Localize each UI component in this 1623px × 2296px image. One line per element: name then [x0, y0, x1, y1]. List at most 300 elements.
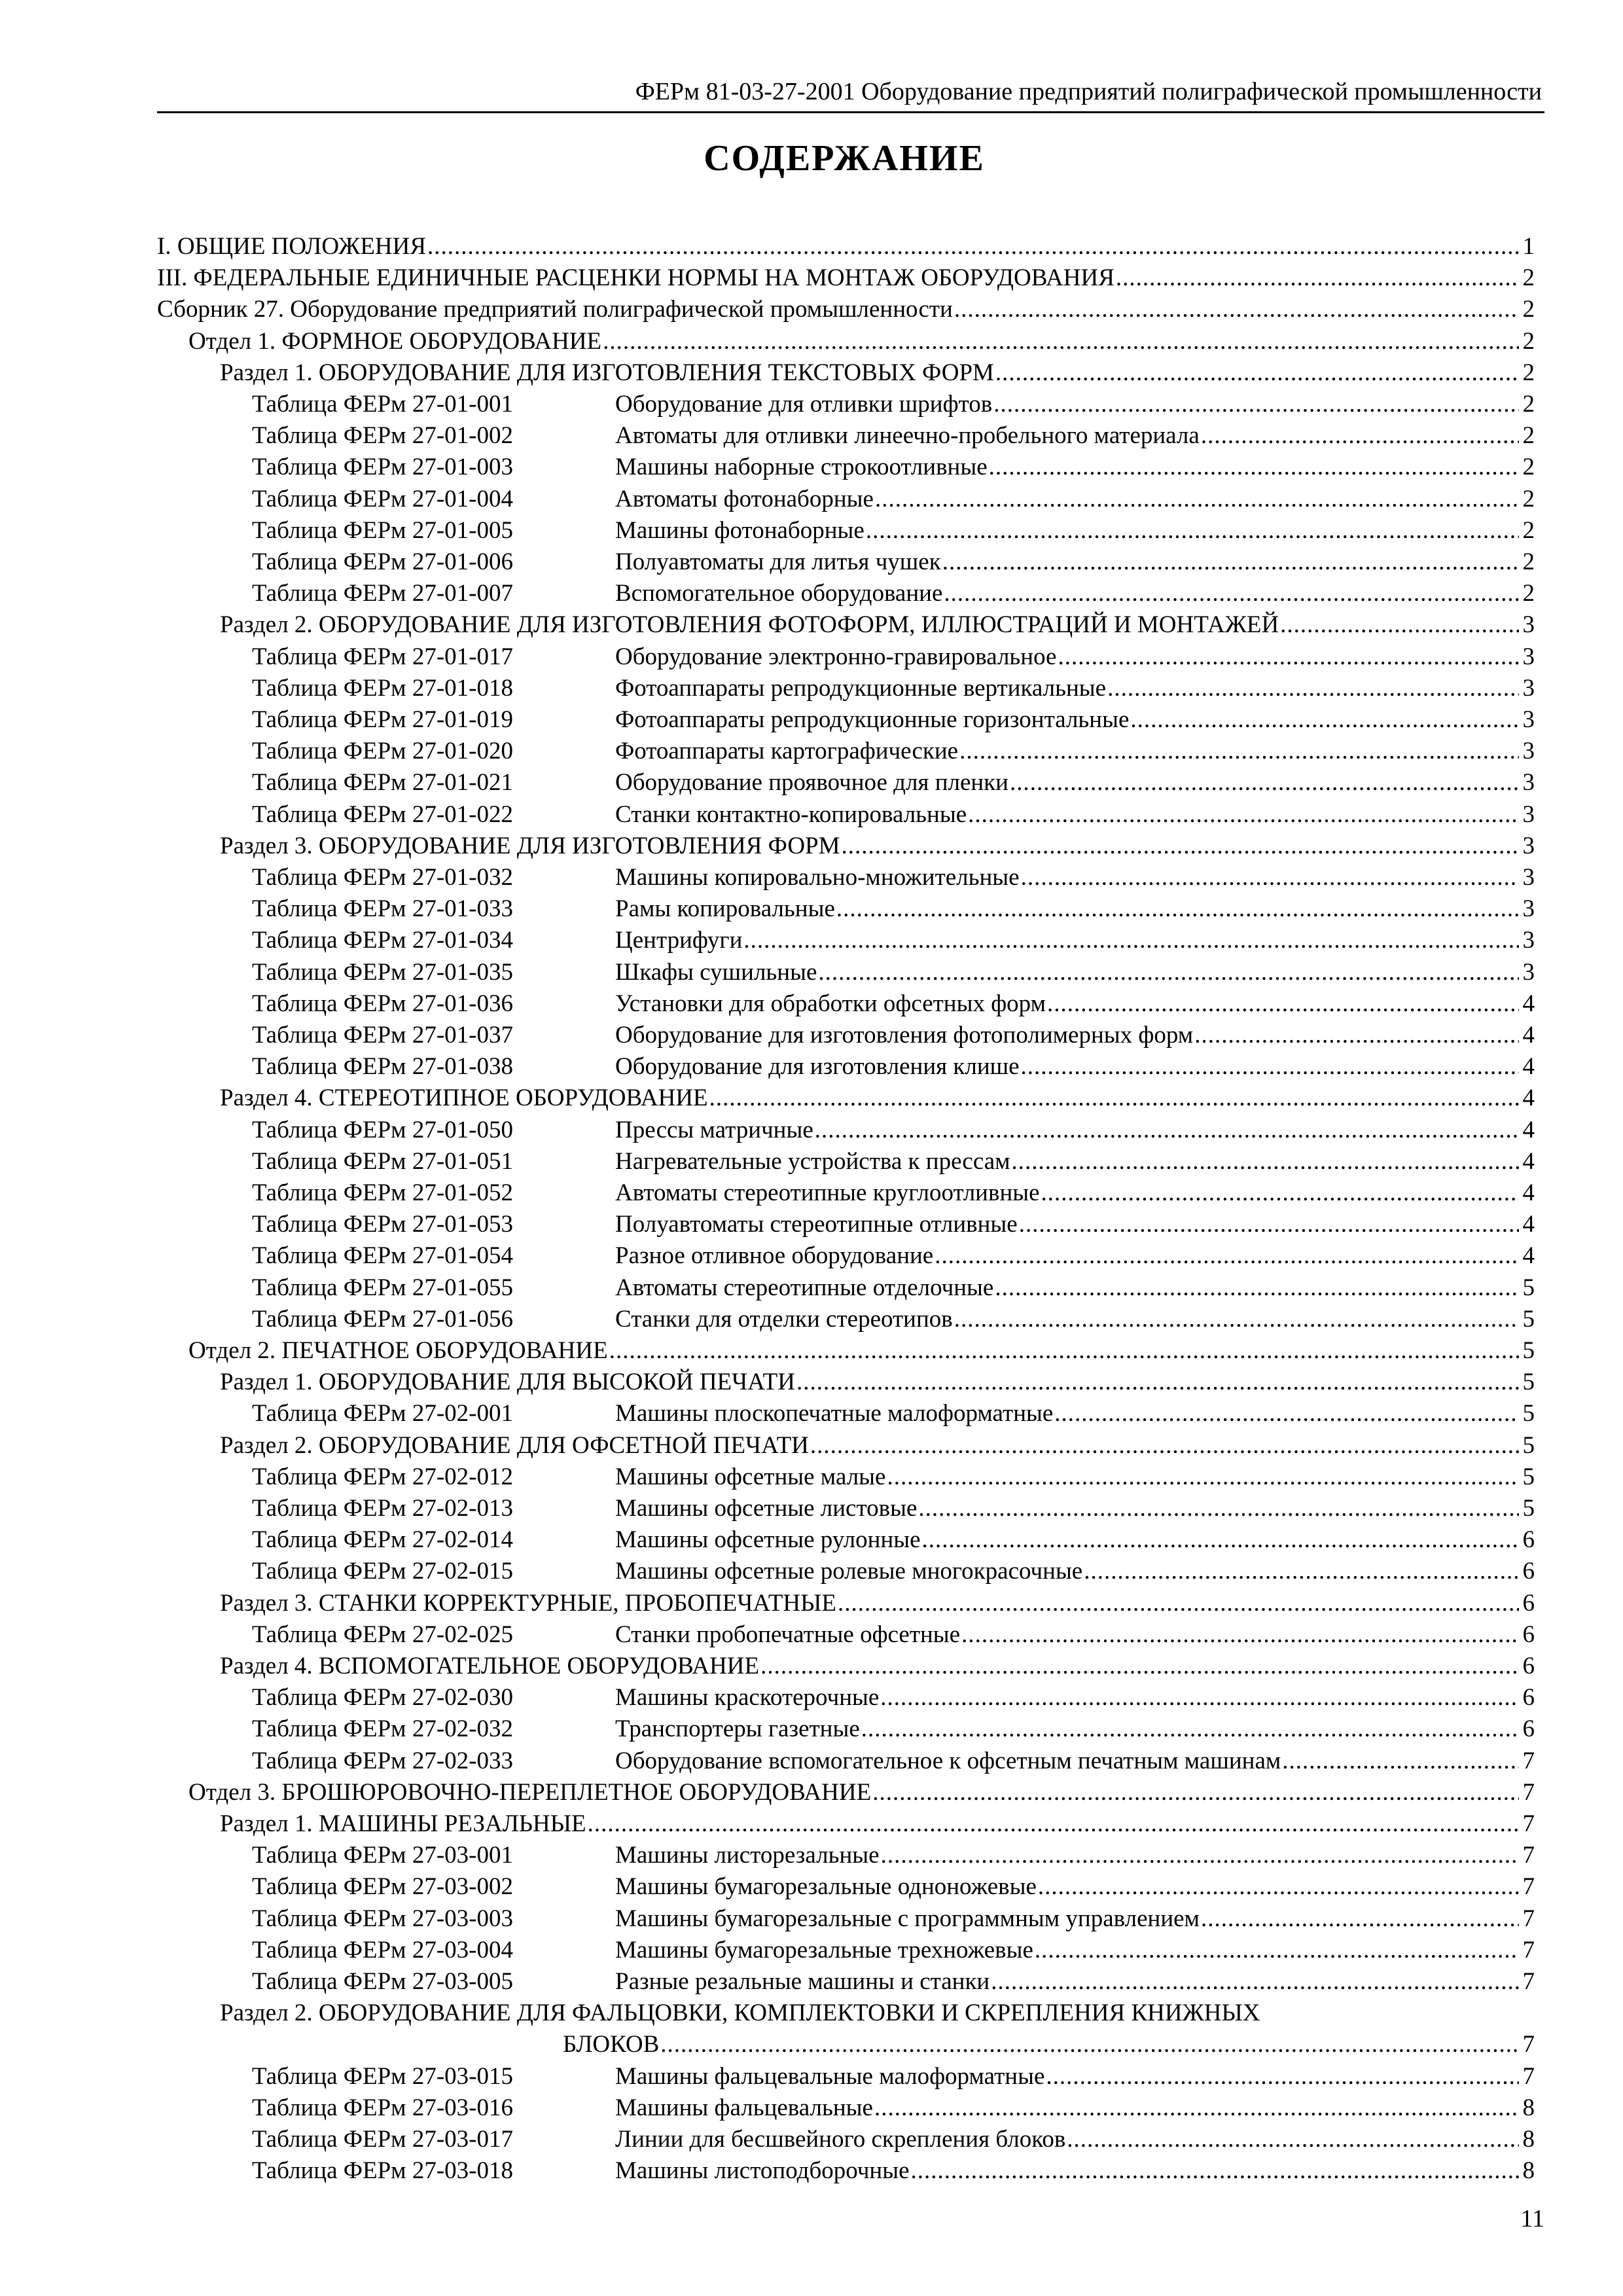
- toc-entry-text: Машины копировально-множительные: [615, 864, 1020, 891]
- toc-table-code: Таблица ФЕРм 27-01-038: [252, 1053, 513, 1081]
- toc-entry: [252, 1620, 1535, 1650]
- toc-entry-text: Фотоаппараты картографические: [615, 738, 959, 765]
- toc-table-code: Таблица ФЕРм 27-02-025: [252, 1621, 513, 1648]
- dot-leader: [875, 484, 1519, 514]
- toc-page-number: 6: [1522, 1526, 1535, 1554]
- toc-entry-text: Машины листоподборочные: [615, 2157, 910, 2185]
- dot-leader: [911, 2156, 1519, 2186]
- toc-entry-text: Оборудование для изготовления клише: [615, 1053, 1020, 1081]
- dot-leader: [1084, 1556, 1519, 1587]
- toc-table-code: Таблица ФЕРм 27-01-019: [252, 706, 513, 733]
- dot-leader: [995, 358, 1519, 388]
- toc-row: [0, 484, 1623, 514]
- dot-leader: [1130, 705, 1519, 735]
- toc-table-code: Таблица ФЕРм 27-01-035: [252, 958, 513, 986]
- toc-page-number: 6: [1522, 1653, 1535, 1679]
- toc-entry: [252, 1020, 1535, 1050]
- dot-leader: [743, 925, 1519, 956]
- toc-entry: [252, 547, 1535, 577]
- toc-entry-text: Машины бумагорезальные с программным управлением: [615, 1905, 1200, 1932]
- toc-row: [0, 1178, 1623, 1208]
- toc-page-number: 2: [1522, 548, 1535, 575]
- dot-leader: [942, 547, 1519, 577]
- dot-leader: [836, 894, 1519, 924]
- toc-entry-text: Раздел 2. ОБОРУДОВАНИЕ ДЛЯ ФАЛЬЦОВКИ, КОМПЛЕКТОВКИ И СКРЕПЛЕНИЯ КНИЖНЫХ: [220, 2000, 1260, 2027]
- toc-entry: [220, 1588, 1535, 1619]
- toc-table-code: Таблица ФЕРм 27-03-001: [252, 1842, 513, 1869]
- toc-entry-text: Автоматы стереотипные отделочные: [615, 1274, 994, 1301]
- dot-leader: [1038, 1872, 1519, 1902]
- dot-leader: [1021, 1052, 1519, 1082]
- toc-entry: [252, 1556, 1535, 1587]
- toc-entry-text: Машины бумагорезальные одноножевые: [615, 1873, 1037, 1901]
- toc-entry-text: Разные резальные машины и станки: [615, 1968, 990, 1995]
- toc-entry: [252, 925, 1535, 956]
- toc-row: [0, 1052, 1623, 1082]
- toc-entry-text: Раздел 1. ОБОРУДОВАНИЕ ДЛЯ ИЗГОТОВЛЕНИЯ ТЕКСТОВЫХ ФОРМ: [220, 359, 994, 386]
- toc-row: [0, 1336, 1623, 1366]
- toc-row: [0, 2125, 1623, 2155]
- dot-leader: [810, 1431, 1519, 1461]
- toc-table-code: Таблица ФЕРм 27-01-001: [252, 391, 513, 418]
- toc-page-number: 3: [1522, 674, 1535, 702]
- toc-entry: [220, 1367, 1535, 1397]
- dot-leader: [1041, 1178, 1519, 1208]
- toc-entry: [252, 894, 1535, 924]
- toc-entry-text: Раздел 2. ОБОРУДОВАНИЕ ДЛЯ ИЗГОТОВЛЕНИЯ ФОТОФОРМ, ИЛЛЮСТРАЦИЙ И МОНТАЖЕЙ: [220, 611, 1279, 639]
- toc-page-number: 3: [1522, 895, 1535, 923]
- dot-leader: [1201, 1904, 1519, 1934]
- toc-page-number: 2: [1522, 296, 1535, 323]
- toc-entry: [252, 1840, 1535, 1871]
- toc-entry: [252, 1462, 1535, 1492]
- dot-leader: [603, 327, 1519, 357]
- toc-entry-text: Отдел 1. ФОРМНОЕ ОБОРУДОВАНИЕ: [188, 327, 602, 355]
- toc-entry-text: Раздел 2. ОБОРУДОВАНИЕ ДЛЯ ОФСЕТНОЙ ПЕЧАТИ: [220, 1431, 809, 1459]
- toc-page-number: 7: [1522, 1778, 1535, 1806]
- toc-page-number: 3: [1522, 611, 1535, 639]
- toc-row: [0, 295, 1623, 325]
- toc-entry-text: Машины фальцевальные малоформатные: [615, 2062, 1045, 2090]
- toc-table-code: Таблица ФЕРм 27-01-053: [252, 1211, 513, 1238]
- dot-leader: [1282, 1746, 1519, 1776]
- toc-entry-text: Машины бумагорезальные трехножевые: [615, 1936, 1033, 1964]
- toc-row: [0, 1904, 1623, 1934]
- toc-page-number: 7: [1522, 2062, 1535, 2090]
- dot-leader: [1280, 610, 1519, 640]
- toc-row: [0, 1620, 1623, 1650]
- dot-leader: [1047, 989, 1519, 1019]
- toc-entry: [252, 1967, 1535, 1997]
- toc-table-code: Таблица ФЕРм 27-02-001: [252, 1400, 513, 1427]
- toc-row: [0, 1367, 1623, 1397]
- dot-leader: [1067, 2125, 1519, 2155]
- toc-page-number: 7: [1522, 1747, 1535, 1774]
- toc-row: [0, 2093, 1623, 2123]
- toc-entry: [157, 295, 1535, 325]
- toc-entry-text: Линии для бесшвейного скрепления блоков: [615, 2126, 1066, 2153]
- toc-row: [0, 1778, 1623, 1808]
- toc-entry-text: Установки для обработки офсетных форм: [615, 990, 1046, 1017]
- toc-entry-text: Фотоаппараты репродукционные вертикальные: [615, 674, 1107, 702]
- toc-entry: [252, 389, 1535, 420]
- dot-leader: [818, 958, 1519, 988]
- toc-entry-text: Машины офсетные малые: [615, 1463, 886, 1490]
- toc-table-code: Таблица ФЕРм 27-01-002: [252, 422, 513, 450]
- toc-page-number: 3: [1522, 958, 1535, 986]
- toc-page-number: 3: [1522, 643, 1535, 670]
- toc-table-code: Таблица ФЕРм 27-01-017: [252, 643, 513, 670]
- page-title: СОДЕРЖАНИЕ: [704, 138, 985, 179]
- toc-entry: [252, 1714, 1535, 1744]
- toc-page-number: 2: [1522, 485, 1535, 512]
- toc-entry: [252, 2125, 1535, 2155]
- toc-entry-text: Машины офсетные ролевые многокрасочные: [615, 1558, 1083, 1585]
- toc-page-number: 4: [1522, 1022, 1535, 1049]
- toc-entry: [252, 673, 1535, 704]
- toc-entry-text: Станки контактно-копировальные: [615, 800, 967, 828]
- toc-row: [0, 989, 1623, 1019]
- toc-table-code: Таблица ФЕРм 27-03-016: [252, 2094, 513, 2121]
- toc-entry: [252, 1241, 1535, 1271]
- toc-page-number: 7: [1522, 1842, 1535, 1869]
- toc-entry-text: Раздел 3. ОБОРУДОВАНИЕ ДЛЯ ИЗГОТОВЛЕНИЯ ФОРМ: [220, 832, 840, 859]
- toc-entry-text: Машины офсетные листовые: [615, 1495, 918, 1522]
- toc-table-code: Таблица ФЕРм 27-01-056: [252, 1305, 513, 1333]
- toc-table-code: Таблица ФЕРм 27-03-017: [252, 2126, 513, 2153]
- toc-entry-continuation: БЛОКОВ: [563, 2031, 660, 2058]
- toc-entry: [252, 1052, 1535, 1082]
- toc-entry: [252, 800, 1535, 830]
- toc-page-number: 5: [1522, 1400, 1535, 1427]
- toc-table-code: Таблица ФЕРм 27-01-052: [252, 1179, 513, 1206]
- toc-table-code: Таблица ФЕРм 27-01-007: [252, 580, 513, 607]
- toc-entry: [252, 2062, 1535, 2092]
- toc-entry: [252, 452, 1535, 482]
- toc-page-number: 7: [1522, 1905, 1535, 1932]
- toc-row: [0, 1840, 1623, 1871]
- toc-entry: [252, 705, 1535, 735]
- dot-leader: [935, 1241, 1519, 1271]
- dot-leader: [609, 1336, 1519, 1366]
- toc-entry-text: Разное отливное оборудование: [615, 1242, 934, 1270]
- toc-page-number: 4: [1522, 1116, 1535, 1143]
- dot-leader: [1058, 642, 1519, 672]
- toc-table-code: Таблица ФЕРм 27-01-054: [252, 1242, 513, 1270]
- toc-row: [0, 1147, 1623, 1177]
- toc-entry-text: Раздел 4. ВСПОМОГАТЕЛЬНОЕ ОБОРУДОВАНИЕ: [220, 1653, 760, 1679]
- toc-table-code: Таблица ФЕРм 27-03-015: [252, 2062, 513, 2090]
- dot-leader: [838, 1588, 1519, 1619]
- toc-row: [0, 1967, 1623, 1997]
- dot-leader: [872, 1778, 1519, 1808]
- toc-entry: [188, 1336, 1535, 1366]
- dot-leader: [887, 1462, 1519, 1492]
- toc-page-number: 6: [1522, 1715, 1535, 1743]
- toc-entry: [252, 1872, 1535, 1902]
- dot-leader: [989, 452, 1519, 482]
- toc-page-number: 2: [1522, 516, 1535, 544]
- toc-entry: [220, 1083, 1535, 1113]
- toc-entry: [252, 1746, 1535, 1776]
- toc-entry-text: Автоматы фотонаборные: [615, 485, 874, 512]
- toc-entry: [252, 768, 1535, 798]
- toc-table-code: Таблица ФЕРм 27-01-004: [252, 485, 513, 512]
- toc-table-code: Таблица ФЕРм 27-01-005: [252, 516, 513, 544]
- toc-page-number: 5: [1522, 1463, 1535, 1490]
- dot-leader: [1019, 1210, 1519, 1240]
- dot-leader: [954, 295, 1519, 325]
- toc-entry: [252, 1525, 1535, 1555]
- toc-entry: [252, 863, 1535, 893]
- toc-row: [0, 1020, 1623, 1050]
- toc-entry-text: Рамы копировальные: [615, 895, 835, 923]
- toc-entry: [220, 831, 1535, 861]
- toc-entry: [563, 2030, 1535, 2060]
- toc-row: [0, 705, 1623, 735]
- toc-row: [0, 1714, 1623, 1744]
- toc-page-number: 3: [1522, 832, 1535, 859]
- toc-row: [0, 1431, 1623, 1461]
- toc-entry-text: Транспортеры газетные: [615, 1715, 860, 1743]
- toc-page-number: 4: [1522, 1147, 1535, 1175]
- toc-row: [0, 2062, 1623, 2092]
- toc-table-code: Таблица ФЕРм 27-01-050: [252, 1116, 513, 1143]
- dot-leader: [1054, 1399, 1519, 1429]
- dot-leader: [1035, 1935, 1519, 1965]
- toc-entry-text: Раздел 4. СТЕРЕОТИПНОЕ ОБОРУДОВАНИЕ: [220, 1085, 708, 1112]
- toc-row: [0, 642, 1623, 672]
- toc-entry-text: Машины фотонаборные: [615, 516, 865, 544]
- toc-entry-text: Оборудование вспомогательное к офсетным печатным машинам: [615, 1747, 1281, 1774]
- dot-leader: [1046, 2062, 1519, 2092]
- toc-row: [0, 452, 1623, 482]
- dot-leader: [866, 516, 1519, 546]
- toc-entry-text: III. ФЕДЕРАЛЬНЫЕ ЕДИНИЧНЫЕ РАСЦЕНКИ НОРМЫ НА МОНТАЖ ОБОРУДОВАНИЯ: [157, 264, 1115, 292]
- dot-leader: [796, 1367, 1519, 1397]
- toc-table-code: Таблица ФЕРм 27-03-005: [252, 1968, 513, 1995]
- dot-leader: [922, 1525, 1519, 1555]
- toc-entry: [252, 1115, 1535, 1145]
- toc-entry-text: Оборудование для изготовления фотополимерных форм: [615, 1022, 1194, 1049]
- toc-entry-text: Вспомогательное оборудование: [615, 580, 943, 607]
- toc-entry-text: Автоматы для отливки линеечно-пробельного материала: [615, 422, 1200, 450]
- toc-table-code: Таблица ФЕРм 27-02-030: [252, 1684, 513, 1712]
- toc-entry-text: Станки пробопечатные офсетные: [615, 1621, 961, 1648]
- dot-leader: [760, 1651, 1519, 1681]
- toc-entry: [252, 989, 1535, 1019]
- toc-page-number: 7: [1522, 1873, 1535, 1901]
- toc-row: [0, 1809, 1623, 1839]
- toc-table-code: Таблица ФЕРм 27-01-051: [252, 1147, 513, 1175]
- dot-leader: [991, 1967, 1519, 1997]
- toc-row: [0, 958, 1623, 988]
- toc-entry: [252, 736, 1535, 766]
- toc-page-number: 2: [1522, 327, 1535, 355]
- toc-entry: [252, 484, 1535, 514]
- toc-row: [0, 2156, 1623, 2186]
- toc-table-code: Таблица ФЕРм 27-01-055: [252, 1274, 513, 1301]
- toc-table-code: Таблица ФЕРм 27-02-015: [252, 1558, 513, 1585]
- toc-page-number: 5: [1522, 1305, 1535, 1333]
- toc-page-number: 5: [1522, 1431, 1535, 1459]
- toc-entry-text: Полуавтоматы для литья чушек: [615, 548, 941, 575]
- toc-row: [0, 263, 1623, 293]
- toc-table-code: Таблица ФЕРм 27-01-020: [252, 738, 513, 765]
- toc-entry: [252, 2156, 1535, 2186]
- toc-entry-text: I. ОБЩИЕ ПОЛОЖЕНИЯ: [157, 233, 427, 260]
- toc-page-number: 7: [1522, 1968, 1535, 1995]
- toc-entry: [220, 1431, 1535, 1461]
- dot-leader: [815, 1115, 1519, 1145]
- toc-page-number: 2: [1522, 422, 1535, 450]
- toc-table-code: Таблица ФЕРм 27-02-012: [252, 1463, 513, 1490]
- toc-table-code: Таблица ФЕРм 27-01-003: [252, 454, 513, 481]
- dot-leader: [427, 232, 1519, 262]
- toc-entry-text: Раздел 1. МАШИНЫ РЕЗАЛЬНЫЕ: [220, 1810, 586, 1837]
- dot-leader: [1107, 673, 1519, 704]
- toc-row: [0, 1083, 1623, 1113]
- dot-leader: [954, 1304, 1519, 1335]
- toc-page-number: 7: [1522, 2031, 1535, 2058]
- toc-entry: [252, 1904, 1535, 1934]
- dot-leader: [961, 1620, 1519, 1650]
- toc-entry: [252, 1683, 1535, 1713]
- dot-leader: [918, 1494, 1519, 1524]
- toc-page-number: 6: [1522, 1684, 1535, 1712]
- toc-page-number: 8: [1522, 2126, 1535, 2153]
- toc-row: [0, 1273, 1623, 1303]
- dot-leader: [660, 2030, 1519, 2060]
- toc-row: [0, 579, 1623, 609]
- toc-page-number: 3: [1522, 927, 1535, 954]
- dot-leader: [842, 831, 1519, 861]
- toc-page-number: 3: [1522, 738, 1535, 765]
- dot-leader: [944, 579, 1519, 609]
- toc-page-number: 3: [1522, 800, 1535, 828]
- toc-row: [0, 1683, 1623, 1713]
- toc-entry-text: Центрифуги: [615, 927, 743, 954]
- toc-page-number: 8: [1522, 2157, 1535, 2185]
- toc-page-number: 5: [1522, 1369, 1535, 1396]
- toc-entry-text: Шкафы сушильные: [615, 958, 817, 986]
- dot-leader: [968, 800, 1519, 830]
- toc-page-number: 3: [1522, 864, 1535, 891]
- toc-row: [0, 1210, 1623, 1240]
- dot-leader: [959, 736, 1519, 766]
- toc-entry-text: Полуавтоматы стереотипные отливные: [615, 1211, 1018, 1238]
- toc-table-code: Таблица ФЕРм 27-03-018: [252, 2157, 513, 2185]
- page-header: [157, 71, 1544, 113]
- toc-entry-text: Машины листорезальные: [615, 1842, 880, 1869]
- toc-entry-text: Фотоаппараты репродукционные горизонтальные: [615, 706, 1130, 733]
- toc-row: [0, 894, 1623, 924]
- toc-row: [0, 1935, 1623, 1965]
- dot-leader: [1021, 863, 1519, 893]
- toc-entry-text: Оборудование электронно-гравировальное: [615, 643, 1057, 670]
- toc-page-number: 5: [1522, 1495, 1535, 1522]
- toc-row: [0, 421, 1623, 451]
- toc-page-number: 2: [1522, 454, 1535, 481]
- toc-page-number: 2: [1522, 580, 1535, 607]
- toc-row: [0, 673, 1623, 704]
- toc-row: [0, 863, 1623, 893]
- toc-table-code: Таблица ФЕРм 27-01-018: [252, 674, 513, 702]
- dot-leader: [993, 389, 1519, 420]
- toc-table-code: Таблица ФЕРм 27-01-034: [252, 927, 513, 954]
- page-number: 11: [1520, 2205, 1544, 2233]
- toc-table-code: Таблица ФЕРм 27-03-002: [252, 1873, 513, 1901]
- toc-entry-text: Отдел 2. ПЕЧАТНОЕ ОБОРУДОВАНИЕ: [188, 1337, 608, 1364]
- toc-entry: [220, 1809, 1535, 1839]
- toc-table-code: Таблица ФЕРм 27-03-004: [252, 1936, 513, 1964]
- dot-leader: [861, 1714, 1519, 1744]
- toc-row: [0, 1115, 1623, 1145]
- toc-entry: [252, 2093, 1535, 2123]
- toc-table-code: Таблица ФЕРм 27-01-036: [252, 990, 513, 1017]
- toc-page-number: 1: [1522, 233, 1535, 260]
- toc-row: [0, 2030, 1623, 2060]
- toc-page-number: 2: [1522, 391, 1535, 418]
- toc-row: [0, 1651, 1623, 1681]
- toc-table-code: Таблица ФЕРм 27-01-037: [252, 1022, 513, 1049]
- toc-row: [0, 1746, 1623, 1776]
- toc-entry-text: Сборник 27. Оборудование предприятий полиграфической промышленности: [157, 296, 953, 323]
- toc-page-number: 5: [1522, 1337, 1535, 1364]
- toc-page-number: 6: [1522, 1621, 1535, 1648]
- toc-table-code: Таблица ФЕРм 27-01-021: [252, 769, 513, 797]
- toc-row: [0, 1588, 1623, 1619]
- toc-row: [0, 327, 1623, 357]
- toc-entry-text: Раздел 3. СТАНКИ КОРРЕКТУРНЫЕ, ПРОБОПЕЧАТНЫЕ: [220, 1589, 837, 1617]
- toc-row: [0, 736, 1623, 766]
- toc-entry-text: Машины наборные строкоотливные: [615, 454, 988, 481]
- toc-page-number: 7: [1522, 1810, 1535, 1837]
- toc-row: [0, 1241, 1623, 1271]
- toc-entry: [252, 1210, 1535, 1240]
- toc-entry: [252, 1178, 1535, 1208]
- toc-entry: [157, 232, 1535, 262]
- toc-row: [0, 1525, 1623, 1555]
- toc-page-number: 4: [1522, 990, 1535, 1017]
- toc-row: [0, 800, 1623, 830]
- toc-entry-text: Машины фальцевальные: [615, 2094, 873, 2121]
- dot-leader: [588, 1809, 1519, 1839]
- toc-entry: [252, 421, 1535, 451]
- toc-table-code: Таблица ФЕРм 27-01-006: [252, 548, 513, 575]
- toc-row: [0, 925, 1623, 956]
- toc-table-code: Таблица ФЕРм 27-03-003: [252, 1905, 513, 1932]
- toc-entry: [252, 1273, 1535, 1303]
- toc-entry: [252, 1494, 1535, 1524]
- toc-entry-text: Оборудование для отливки шрифтов: [615, 391, 993, 418]
- toc-entry: [188, 327, 1535, 357]
- toc-table-code: Таблица ФЕРм 27-02-013: [252, 1495, 513, 1522]
- toc-entry: [252, 958, 1535, 988]
- toc-entry: [252, 516, 1535, 546]
- toc-row: [0, 831, 1623, 861]
- toc-page-number: 4: [1522, 1211, 1535, 1238]
- toc-page-number: 4: [1522, 1085, 1535, 1112]
- toc-entry: [220, 358, 1535, 388]
- toc-entry-text: Машины краскотерочные: [615, 1684, 880, 1712]
- toc-entry: [220, 1651, 1535, 1681]
- toc-page-number: 3: [1522, 706, 1535, 733]
- toc-page-number: 6: [1522, 1558, 1535, 1585]
- toc-table-code: Таблица ФЕРм 27-01-022: [252, 800, 513, 828]
- toc-table-code: Таблица ФЕРм 27-02-032: [252, 1715, 513, 1743]
- dot-leader: [709, 1083, 1519, 1113]
